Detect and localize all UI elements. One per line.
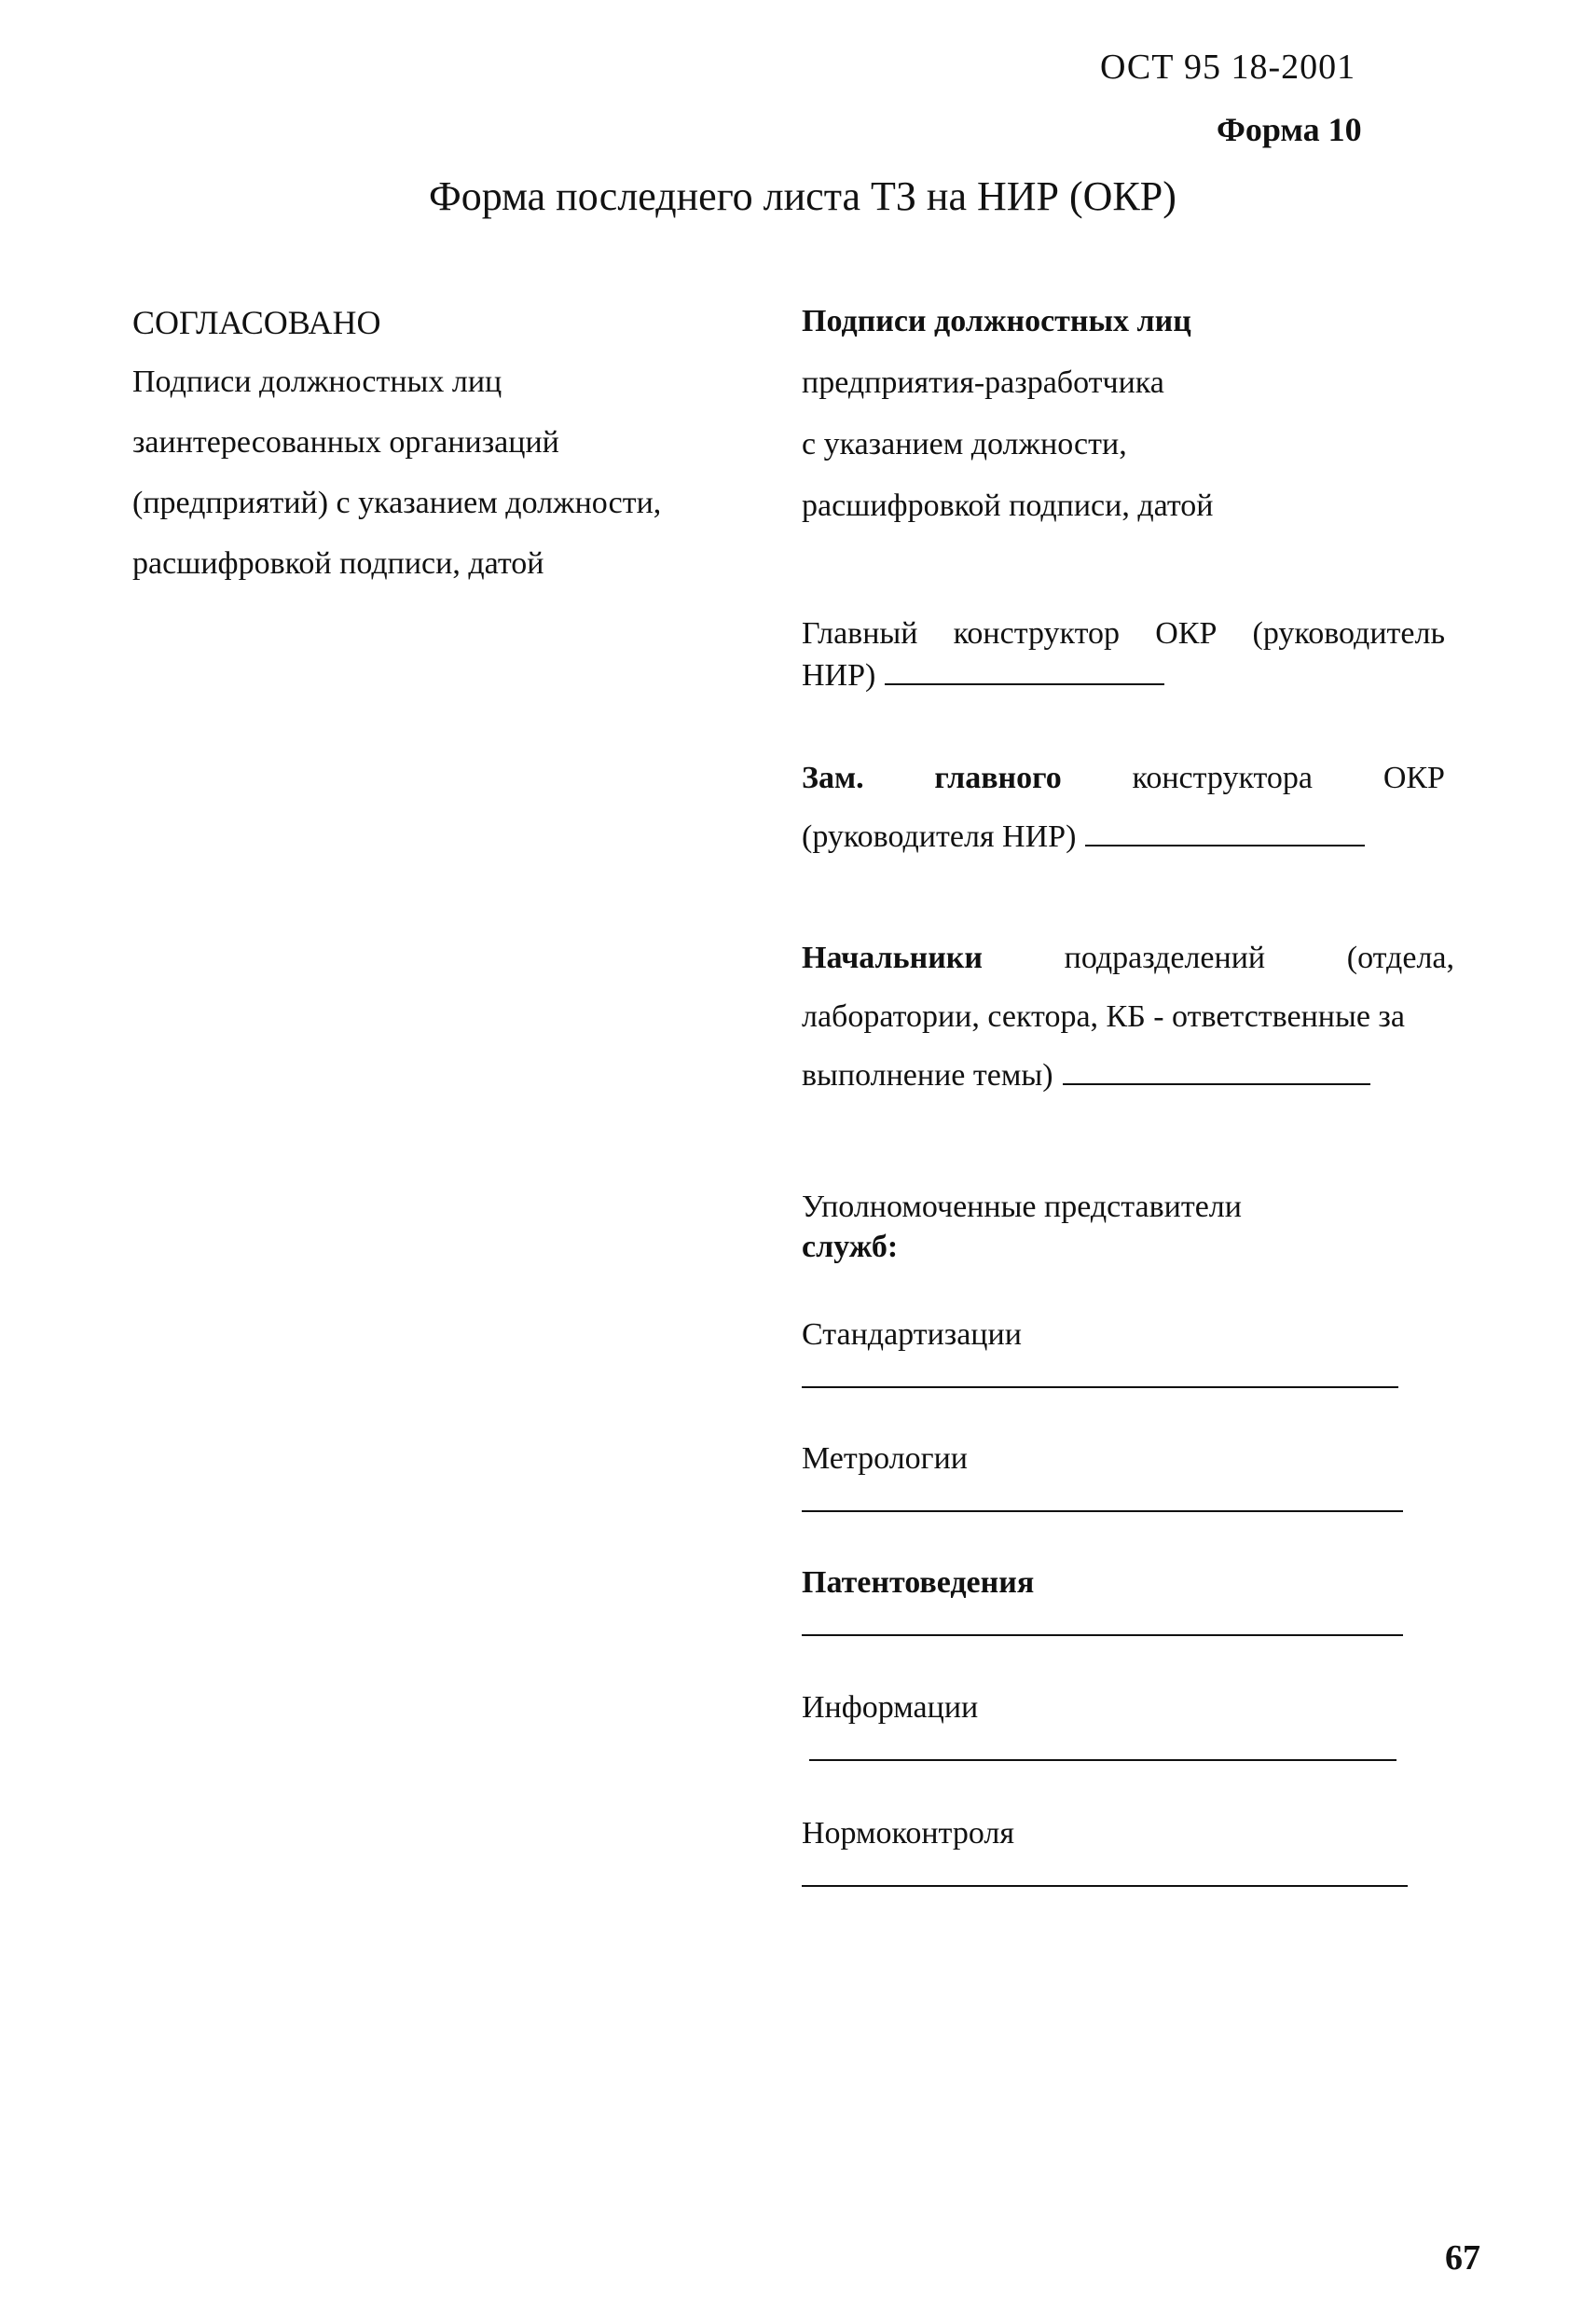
service-label: Патентоведения (802, 1565, 1035, 1600)
heads-signature-blank[interactable] (1063, 1057, 1370, 1085)
service-signature-line[interactable] (809, 1759, 1396, 1761)
document-code: ОСТ 95 18-2001 (1100, 48, 1356, 87)
heads-word: (отдела, (1346, 941, 1454, 975)
service-norm-control (802, 1815, 1454, 1887)
representatives-line2: служб: (802, 1229, 899, 1264)
form-number: Форма 10 (1217, 111, 1362, 148)
service-label: Метрологии (802, 1441, 969, 1476)
service-signature-line[interactable] (802, 1386, 1398, 1388)
deputy-line2: (руководителя НИР) (802, 819, 1077, 854)
service-standardization (802, 1316, 1454, 1388)
chief-line2: НИР) (802, 657, 876, 693)
service-patents (802, 1564, 1454, 1636)
signatures-line: предприятия-разработчика (802, 365, 1164, 400)
chief-word: (руководитель (1252, 616, 1445, 651)
deputy-designer-block (802, 760, 1454, 857)
signatures-line: расшифровкой подписи, датой (802, 489, 1214, 523)
service-label: Стандартизации (802, 1317, 1022, 1352)
signatures-line: с указанием должности, (802, 427, 1127, 461)
agreement-line: (предприятий) с указанием должности, (132, 486, 662, 521)
service-information (802, 1689, 1454, 1761)
heads-line2: лаборатории, сектора, КБ - ответственные за (802, 998, 1405, 1034)
deputy-word: ОКР (1383, 761, 1445, 795)
chief-signature-blank[interactable] (885, 657, 1164, 685)
deputy-signature-blank[interactable] (1085, 819, 1365, 846)
deputy-word: конструктора (1132, 761, 1314, 795)
page-number: 67 (1445, 2238, 1480, 2278)
agreed-heading: СОГЛАСОВАНО (132, 304, 381, 341)
agreement-block (132, 303, 766, 606)
agreement-line: заинтересованных организаций (132, 425, 559, 461)
representatives-line1: Уполномоченные представители (802, 1190, 1242, 1224)
chief-word: ОКР (1155, 616, 1218, 651)
service-signature-line[interactable] (802, 1634, 1403, 1636)
page-title: Форма последнего листа ТЗ на НИР (ОКР) (429, 173, 1176, 219)
service-metrology (802, 1440, 1454, 1512)
chief-designer-block (802, 615, 1454, 695)
agreement-line: расшифровкой подписи, датой (132, 546, 544, 582)
heads-word: Начальники (802, 941, 983, 975)
department-heads-block (802, 940, 1454, 1094)
signatures-line: Подписи должностных лиц (802, 304, 1191, 338)
heads-word: подразделений (1064, 941, 1266, 975)
representatives-heading (802, 1189, 1454, 1267)
chief-word: Главный (802, 616, 918, 651)
chief-word: конструктор (953, 616, 1121, 651)
agreement-line: Подписи должностных лиц (132, 365, 502, 400)
service-signature-line[interactable] (802, 1885, 1408, 1887)
heads-line3: выполнение темы) (802, 1057, 1053, 1093)
service-label: Нормоконтроля (802, 1816, 1014, 1851)
deputy-word: главного (934, 761, 1062, 795)
deputy-word: Зам. (802, 761, 864, 795)
service-label: Информации (802, 1690, 979, 1725)
service-signature-line[interactable] (802, 1510, 1403, 1512)
developer-signatures-block (802, 303, 1454, 549)
